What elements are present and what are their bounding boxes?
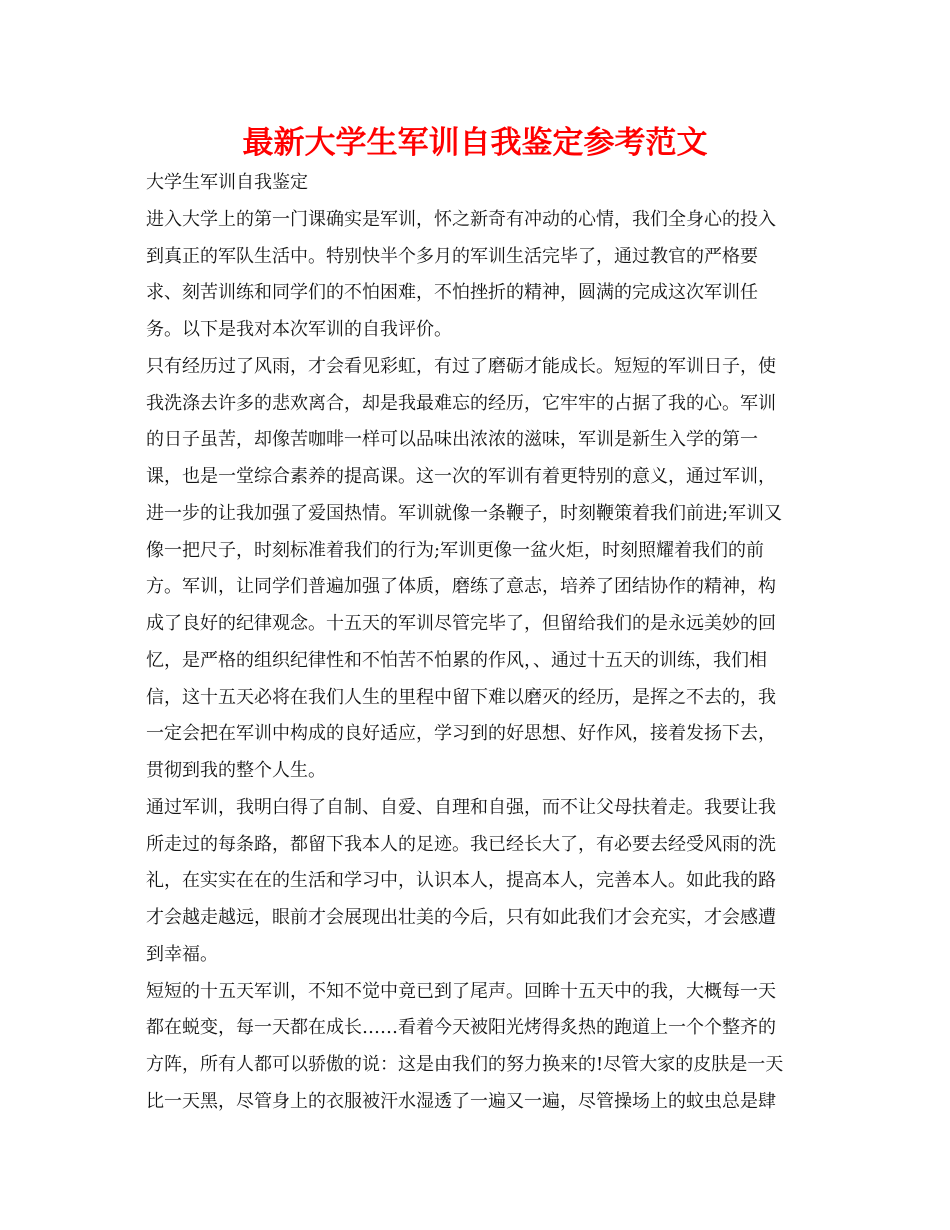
text-line: 方阵，所有人都可以骄傲的说：这是由我们的努力换来的!尽管大家的皮肤是一天	[146, 1054, 784, 1075]
text-line: 信，这十五天必将在我们人生的里程中留下难以磨灭的经历，是挥之不去的，我	[146, 686, 776, 708]
document-title: 最新大学生军训自我鉴定参考范文	[242, 125, 708, 161]
text-line: 的日子虽苦，却像苦咖啡一样可以品味出浓浓的滋味，军训是新生入学的第一	[146, 429, 758, 451]
text-line: 短短的十五天军训，不知不觉中竟已到了尾声。回眸十五天中的我，大概每一天	[146, 980, 776, 1002]
text-line: 我洗涤去许多的悲欢离合，却是我最难忘的经历，它牢牢的占据了我的心。军训	[146, 392, 776, 414]
text-line: 务。以下是我对本次军训的自我评价。	[146, 319, 452, 340]
text-line: 求、刻苦训练和同学们的不怕困难，不怕挫折的精神，圆满的完成这次军训任	[146, 282, 758, 304]
text-line: 方。军训，让同学们普遍加强了体质，磨练了意志，培养了团结协作的精神，构	[146, 576, 776, 598]
text-line: 才会越走越远，眼前才会展现出壮美的今后，只有如此我们才会充实，才会感遭	[146, 907, 776, 928]
text-line: 到真正的军队生活中。特别快半个多月的军训生活完毕了，通过教官的严格要	[146, 245, 758, 267]
text-line: 贯彻到我的整个人生。	[146, 760, 326, 781]
text-line: 忆，是严格的组织纪律性和不怕苦不怕累的作风，、通过十五天的训练，我们相	[146, 649, 767, 671]
text-line: 进一步的让我加强了爱国热情。军训就像一条鞭子，时刻鞭策着我们前进;军训又	[146, 502, 783, 524]
text-line: 到幸福。	[146, 943, 218, 965]
text-line: 所走过的每条路，都留下我本人的足迹。我已经长大了，有必要去经受风雨的洗	[146, 833, 776, 855]
text-line: 像一把尺子，时刻标准着我们的行为;军训更像一盆火炬，时刻照耀着我们的前	[146, 539, 765, 561]
document-body	[146, 165, 806, 1121]
text-line: 大学生军训自我鉴定	[146, 172, 308, 193]
text-line: 通过军训，我明白得了自制、自爱、自理和自强，而不让父母扶着走。我要让我	[146, 796, 776, 818]
text-line: 进入大学上的第一门课确实是军训，怀之新奇有冲动的心情，我们全身心的投入	[146, 208, 776, 230]
text-line: 成了良好的纪律观念。十五天的军训尽管完毕了，但留给我们的是永远美妙的回	[146, 613, 776, 634]
text-line: 比一天黑，尽管身上的衣服被汗水湿透了一遍又一遍，尽管操场上的蚊虫总是肆	[146, 1090, 776, 1112]
text-line: 只有经历过了风雨，才会看见彩虹，有过了磨砺才能成长。短短的军训日子，使	[146, 355, 776, 377]
text-line: 课，也是一堂综合素养的提高课。这一次的军训有着更特别的意义，通过军训，	[146, 466, 776, 487]
text-line: 礼，在实实在在的生活和学习中，认识本人，提高本人，完善本人。如此我的路	[146, 870, 776, 892]
text-line: 都在蜕变，每一天都在成长……看着今天被阳光烤得炙热的跑道上一个个整齐的	[146, 1017, 776, 1039]
text-line: 一定会把在军训中构成的良好适应，学习到的好思想、好作风，接着发扬下去，	[146, 723, 776, 745]
